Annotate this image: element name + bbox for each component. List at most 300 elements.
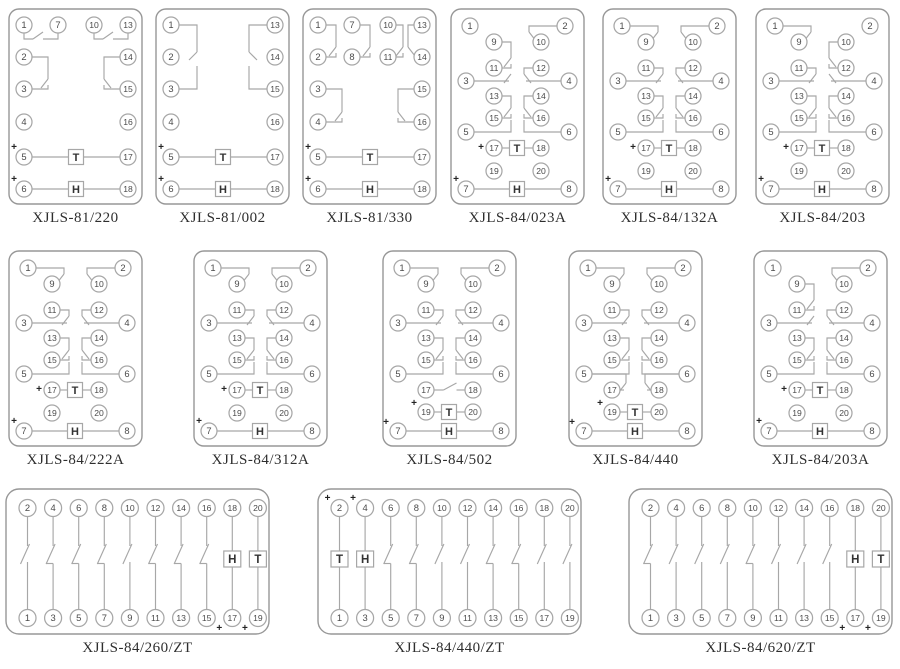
- contact-slash: [746, 544, 755, 564]
- terminal-number: 5: [766, 368, 772, 380]
- terminal-number: 12: [841, 63, 851, 74]
- terminal-number: 11: [383, 52, 393, 63]
- diagram-xjls-84-440-zt: [317, 488, 582, 635]
- terminal-number: 19: [794, 166, 804, 177]
- terminal-number: 2: [867, 20, 873, 32]
- wires-group: [644, 517, 881, 610]
- terminal-number: 17: [792, 385, 802, 396]
- wire: [360, 25, 370, 47]
- wire: [267, 310, 276, 316]
- terminal-number: 2: [647, 502, 654, 514]
- diagram-title: XJLS-84/260/ZT: [82, 640, 193, 656]
- terminal-number: 3: [768, 75, 774, 87]
- diagram-border: [194, 251, 327, 446]
- contact-slash: [807, 300, 814, 309]
- terminal-number: 16: [513, 503, 524, 514]
- terminal-number: 20: [876, 503, 886, 514]
- terminal-number: 15: [824, 613, 835, 624]
- wire: [524, 96, 533, 108]
- contact-slash: [676, 108, 683, 117]
- terminal-number: 11: [774, 613, 783, 624]
- wire: [596, 268, 624, 274]
- terminal-number: 1: [467, 20, 473, 32]
- wire: [249, 66, 267, 89]
- wire: [827, 310, 836, 316]
- terminal-number: 1: [21, 19, 27, 31]
- wire: [502, 96, 511, 108]
- terminal-number: 6: [388, 502, 394, 514]
- diagram-title: XJLS-81/330: [326, 210, 413, 226]
- terminal-number: 16: [94, 355, 104, 366]
- terminal-number: 9: [643, 36, 649, 48]
- contact-slash: [384, 544, 393, 564]
- terminal-number: 13: [607, 333, 617, 344]
- terminal-number: 2: [494, 262, 500, 274]
- terminal-number: 5: [388, 612, 394, 624]
- terminal-number: 11: [47, 305, 57, 316]
- contact-slash: [642, 350, 649, 359]
- terminal-number: 1: [772, 20, 778, 32]
- wire: [396, 25, 403, 47]
- terminal-number: 14: [536, 91, 546, 102]
- terminal-number: 9: [794, 278, 800, 290]
- element-letter-T: T: [256, 384, 264, 397]
- terminal-number: 2: [865, 262, 871, 274]
- element-letter-H: H: [219, 183, 227, 196]
- terminal-number: 18: [123, 184, 133, 195]
- element-letter-T: T: [665, 142, 673, 155]
- terminal-number: 17: [607, 385, 617, 396]
- terminal-number: 14: [841, 91, 851, 102]
- terminal-number: 20: [654, 407, 664, 418]
- terminal-number: 4: [168, 116, 174, 128]
- element-letter-T: T: [816, 384, 824, 397]
- terminal-number: 15: [201, 613, 212, 624]
- terminal-number: 5: [463, 126, 469, 138]
- terminal-number: 8: [566, 183, 572, 195]
- terminal-number: 13: [794, 91, 804, 102]
- diagram-canvas: [5, 488, 270, 635]
- terminal-number: 1: [619, 20, 625, 32]
- contact-slash: [676, 74, 683, 83]
- wire: [82, 338, 91, 350]
- terminal-number: 10: [839, 279, 849, 290]
- terminal-number: 5: [21, 151, 27, 163]
- terminal-number: 14: [176, 503, 186, 514]
- plus-sign: +: [411, 398, 417, 409]
- contact-slash: [103, 32, 113, 39]
- terminal-number: 13: [270, 20, 280, 31]
- element-letter-H: H: [228, 554, 237, 567]
- terminal-number: 1: [315, 19, 321, 31]
- terminal-number: 8: [684, 425, 690, 437]
- diagram-xjls-84-222a: [8, 250, 143, 447]
- diagram-xjls-84-023a: [450, 8, 585, 205]
- wire: [221, 268, 249, 274]
- contact-slash: [829, 58, 836, 67]
- wire: [24, 33, 33, 39]
- contact-slash: [656, 74, 663, 83]
- terminal-number: 8: [101, 502, 107, 514]
- terminal-number: 15: [489, 113, 499, 124]
- diagram-border: [451, 9, 584, 204]
- terminal-number: 15: [417, 84, 427, 95]
- terminal-number: 4: [871, 75, 877, 87]
- diagram-border: [9, 9, 142, 204]
- terminal-number: 2: [336, 502, 343, 514]
- wire: [434, 338, 443, 350]
- terminal-number: 17: [417, 152, 427, 163]
- terminal-number: 9: [49, 278, 55, 290]
- diagram-border: [603, 9, 736, 204]
- diagram-title: XJLS-84/620/ZT: [705, 640, 816, 656]
- terminal-number: 11: [232, 305, 242, 316]
- plus-sign: +: [605, 174, 611, 185]
- wire: [104, 85, 120, 89]
- element-letter-H: H: [818, 183, 826, 196]
- terminal-number: 16: [201, 503, 212, 514]
- diagram-canvas: [450, 8, 585, 205]
- terminal-number: 11: [641, 63, 651, 74]
- terminal-number: 2: [120, 262, 126, 274]
- wire: [524, 68, 533, 74]
- element-letter-H: H: [360, 554, 370, 567]
- terminal-number: 4: [315, 116, 321, 128]
- terminal-number: 20: [468, 407, 478, 418]
- plus-sign: +: [478, 142, 484, 153]
- terminal-number: 3: [673, 612, 679, 624]
- terminal-number: 12: [94, 305, 104, 316]
- terminal-number: 3: [168, 83, 174, 95]
- terminal-number: 13: [641, 91, 651, 102]
- wire: [805, 338, 814, 350]
- terminal-number: 6: [718, 126, 724, 138]
- terminal-number: 15: [792, 355, 802, 366]
- wire: [642, 310, 651, 316]
- terminal-number: 4: [124, 317, 130, 329]
- wire: [94, 33, 103, 39]
- terminal-number: 11: [607, 305, 617, 316]
- plus-sign: +: [453, 174, 459, 185]
- terminal-number: 7: [615, 183, 621, 195]
- terminal-number: 18: [841, 143, 851, 154]
- terminal-number: 13: [232, 333, 242, 344]
- terminal-number: 18: [850, 503, 861, 514]
- terminal-number: 20: [688, 166, 698, 177]
- element-letter-T: T: [254, 554, 262, 567]
- diagram-title: XJLS-81/220: [32, 210, 119, 226]
- wire: [807, 68, 816, 74]
- terminal-number: 15: [421, 355, 431, 366]
- terminal-number: 11: [151, 613, 160, 624]
- wire: [461, 268, 489, 274]
- wire: [249, 25, 267, 52]
- contact-slash: [149, 544, 158, 564]
- terminal-number: 20: [565, 503, 575, 514]
- wire: [82, 310, 91, 316]
- terminal-number: 6: [684, 368, 690, 380]
- terminal-number: 18: [539, 503, 550, 514]
- wire: [807, 96, 816, 108]
- wire: [245, 338, 254, 350]
- terminal-number: 10: [748, 503, 758, 514]
- diagram-xjls-84-260-zt: [5, 488, 270, 635]
- terminal-number: 7: [55, 19, 61, 31]
- contact-slash: [62, 316, 69, 325]
- terminal-number: 5: [76, 612, 82, 624]
- diagram-xjls-81-330: [302, 8, 437, 205]
- terminal-number: 4: [673, 502, 679, 514]
- element-letter-T: T: [335, 554, 344, 567]
- plus-sign: +: [758, 174, 764, 185]
- terminal-number: 11: [463, 613, 472, 624]
- wire: [398, 118, 414, 122]
- terminal-number: 20: [94, 408, 104, 419]
- terminal-number: 13: [123, 20, 133, 31]
- terminal-number: 8: [413, 502, 419, 514]
- contact-slash: [363, 47, 370, 56]
- diagram-border: [9, 251, 142, 446]
- plus-sign: +: [324, 493, 331, 504]
- terminal-number: 17: [232, 385, 242, 396]
- terminal-number: 3: [21, 83, 27, 95]
- wire: [326, 89, 342, 112]
- element-letter-H: H: [816, 425, 824, 438]
- terminal-number: 5: [315, 151, 321, 163]
- contact-slash: [504, 74, 511, 83]
- plus-sign: +: [11, 174, 17, 185]
- contact-slash: [537, 544, 546, 564]
- terminal-number: 9: [796, 36, 802, 48]
- element-letter-T: T: [631, 406, 639, 419]
- wire: [36, 268, 64, 274]
- wire: [32, 57, 48, 79]
- terminal-number: 9: [439, 612, 445, 624]
- diagram-title: XJLS-84/440/ZT: [394, 640, 505, 656]
- terminal-number: 3: [581, 317, 587, 329]
- contact-slash: [524, 108, 531, 117]
- diagram-canvas: [628, 488, 893, 635]
- element-letter-H: H: [445, 425, 453, 438]
- wire: [829, 42, 838, 58]
- terminal-number: 14: [468, 333, 478, 344]
- terminal-number: 12: [150, 503, 161, 514]
- contact-slash: [644, 544, 653, 564]
- terminal-number: 12: [839, 305, 849, 316]
- terminal-number: 16: [536, 113, 546, 124]
- contact-slash: [512, 544, 521, 564]
- terminal-number: 14: [688, 91, 698, 102]
- terminal-number: 12: [654, 305, 664, 316]
- terminal-number: 13: [417, 20, 427, 31]
- terminal-number: 8: [349, 51, 355, 63]
- terminal-number: 2: [315, 51, 321, 63]
- diagram-xjls-84-203a: [753, 250, 888, 447]
- terminal-number: 20: [279, 408, 289, 419]
- element-letter-T: T: [71, 384, 79, 397]
- contact-slash: [461, 544, 470, 564]
- plus-sign: +: [783, 142, 789, 153]
- contact-slash: [656, 108, 663, 117]
- terminal-number: 13: [489, 91, 499, 102]
- plus-sign: +: [241, 623, 248, 634]
- terminal-number: 19: [232, 408, 242, 419]
- contact-slash: [436, 350, 443, 359]
- terminal-number: 9: [491, 36, 497, 48]
- terminal-number: 12: [279, 305, 289, 316]
- terminal-number: 18: [279, 385, 289, 396]
- terminal-number: 3: [463, 75, 469, 87]
- terminal-number: 19: [641, 166, 651, 177]
- wire: [529, 26, 557, 32]
- terminal-number: 6: [76, 502, 82, 514]
- wire: [783, 26, 811, 32]
- terminal-number: 9: [423, 278, 429, 290]
- plus-sign: +: [11, 416, 17, 427]
- wire: [829, 96, 838, 108]
- contact-slash: [174, 544, 183, 564]
- diagram-border: [754, 251, 887, 446]
- terminal-number: 8: [124, 425, 130, 437]
- terminal-number: 18: [839, 385, 849, 396]
- terminal-number: 4: [50, 502, 56, 514]
- wire: [60, 310, 69, 316]
- plus-sign: +: [196, 416, 202, 427]
- plus-sign: +: [569, 417, 575, 428]
- terminal-number: 4: [362, 502, 368, 514]
- terminal-number: 8: [309, 425, 315, 437]
- contact-slash: [807, 350, 814, 359]
- terminal-number: 17: [489, 143, 499, 154]
- terminal-number: 17: [123, 152, 133, 163]
- terminal-number: 19: [489, 166, 499, 177]
- contact-slash: [456, 350, 463, 359]
- wire: [681, 26, 709, 32]
- terminal-number: 20: [253, 503, 263, 514]
- contact-slash: [21, 544, 30, 564]
- contact-slash: [829, 108, 836, 117]
- terminal-number: 8: [498, 425, 504, 437]
- wire: [32, 85, 48, 89]
- contact-slash: [46, 544, 55, 564]
- diagram-canvas: [753, 250, 888, 447]
- diagram-xjls-84-440: [568, 250, 703, 447]
- wire: [326, 118, 342, 122]
- plus-sign: +: [221, 384, 227, 395]
- terminal-number: 7: [768, 183, 774, 195]
- terminal-number: 10: [89, 20, 99, 31]
- terminal-number: 8: [869, 425, 875, 437]
- terminal-number: 1: [770, 262, 776, 274]
- terminal-number: 16: [839, 355, 849, 366]
- diagram-canvas: [193, 250, 328, 447]
- contact-slash: [247, 316, 254, 325]
- contact-slash: [695, 544, 704, 564]
- diagram-title: XJLS-84/203: [779, 210, 866, 226]
- terminal-number: 7: [206, 425, 212, 437]
- wire: [267, 338, 276, 350]
- element-letter-H: H: [256, 425, 264, 438]
- terminal-number: 11: [794, 63, 804, 74]
- terminal-number: 1: [25, 262, 31, 274]
- terminal-number: 8: [718, 183, 724, 195]
- terminal-number: 18: [227, 503, 238, 514]
- terminal-number: 3: [615, 75, 621, 87]
- terminal-number: 1: [210, 262, 216, 274]
- terminal-number: 6: [21, 183, 27, 195]
- terminal-number: 20: [839, 408, 849, 419]
- terminal-number: 17: [421, 385, 431, 396]
- diagram-title: XJLS-84/023A: [468, 210, 567, 226]
- wire: [456, 338, 465, 350]
- terminal-number: 10: [437, 503, 447, 514]
- terminal-number: 16: [654, 355, 664, 366]
- terminal-number: 6: [869, 368, 875, 380]
- wires-group: [779, 26, 866, 189]
- diagram-title: XJLS-81/002: [179, 210, 266, 226]
- wire: [434, 310, 443, 316]
- wire: [60, 338, 69, 350]
- contact-slash: [97, 544, 106, 564]
- terminal-number: 16: [824, 503, 835, 514]
- wire: [654, 96, 663, 108]
- terminal-number: 14: [799, 503, 809, 514]
- terminal-number: 10: [536, 37, 546, 48]
- wires-group: [217, 268, 304, 431]
- wire: [832, 268, 860, 274]
- terminal-number: 7: [724, 612, 730, 624]
- terminal-number: 13: [792, 333, 802, 344]
- contact-slash: [398, 112, 405, 121]
- element-letter-H: H: [665, 183, 673, 196]
- terminal-number: 8: [871, 183, 877, 195]
- terminal-number: 7: [101, 612, 107, 624]
- wire: [592, 374, 626, 383]
- terminal-number: 15: [641, 113, 651, 124]
- terminal-number: 9: [750, 612, 756, 624]
- plus-sign: +: [11, 142, 17, 153]
- contact-slash: [504, 108, 511, 117]
- wire: [408, 25, 414, 47]
- terminal-number: 2: [24, 502, 31, 514]
- terminal-number: 5: [615, 126, 621, 138]
- terminal-number: 11: [421, 305, 431, 316]
- terminal-number: 1: [399, 262, 405, 274]
- terminal-number: 10: [841, 37, 851, 48]
- terminal-number: 17: [539, 613, 550, 624]
- contact-slash: [335, 112, 342, 121]
- terminal-number: 7: [349, 19, 355, 31]
- terminal-number: 14: [123, 52, 133, 63]
- element-letter-H: H: [72, 183, 80, 196]
- plus-sign: +: [158, 142, 164, 153]
- wires-group: [24, 32, 128, 189]
- contact-slash: [436, 316, 443, 325]
- terminal-number: 19: [607, 407, 617, 418]
- contact-slash: [642, 316, 649, 325]
- terminal-number: 16: [841, 113, 851, 124]
- contact-slash: [82, 316, 89, 325]
- contact-slash: [189, 52, 197, 60]
- plus-sign: +: [756, 416, 762, 427]
- terminal-number: 6: [124, 368, 130, 380]
- terminal-number: 20: [841, 166, 851, 177]
- diagram-title: XJLS-84/203A: [771, 452, 870, 468]
- terminal-number: 17: [850, 613, 861, 624]
- terminal-number: 15: [607, 355, 617, 366]
- terminal-number: 8: [724, 502, 730, 514]
- wire: [43, 33, 58, 39]
